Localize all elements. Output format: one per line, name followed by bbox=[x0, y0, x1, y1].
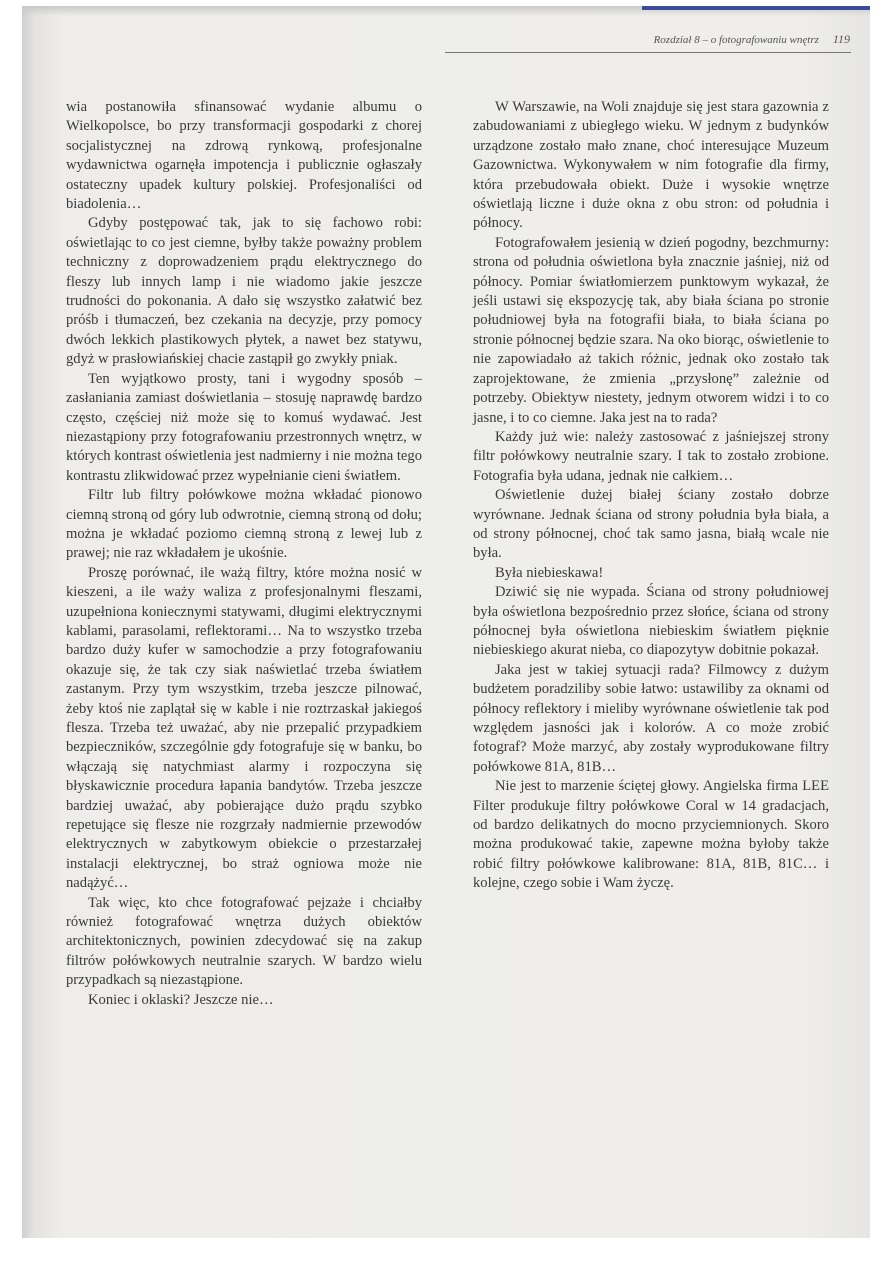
paragraph: Ten wyjątkowo prosty, tani i wygodny sposób – zasłaniania zamiast doświetlania – stosuję naprawdę bardzo często, częściej niż może się to komuś wydawać. Jest niezastąpiony przy fotografowaniu przestronnych wnętrz, w których kontrast oświetlenia jest nadmierny i nie można tego kontrastu zlikwidować przez wypełnianie cieni światłem. bbox=[66, 370, 422, 484]
paragraph: Nie jest to marzenie ściętej głowy. Angielska firma LEE Filter produkuje filtry połówkowe Coral w 14 gradacjach, od bardzo delikatnych do mocno przyciemnionych. Skoro można produkować takie, zapewne można byłoby także robić filtry połówkowe kalibrowane: 81A, 81B, 81C… i kolejne, czego sobie i Wam życzę. bbox=[473, 778, 829, 892]
paragraph: Tak więc, kto chce fotografować pejzaże i chciałby również fotografować wnętrza dużych obiektów architektonicznych, powinien zdecydować się na zakup filtrów połówkowych neutralnie szarych. W bardzo wielu przypadkach są niezastąpione. bbox=[66, 894, 422, 989]
paragraph: Proszę porównać, ile ważą filtry, które można nosić w kieszeni, a ile waży waliza z profesjonalnymi fleszami, uzupełniona koniecznymi statywami, długimi elektrycznymi kablami, parasolami, reflektorami… Na to wszystko trzeba bardzo duży kufer w samochodzie a przy fotografowaniu okazuje się, że tak czy siak naświetlać trzeba światłem zastanym. Przy tym wszystkim, trzeba jeszcze pilnować, żeby ktoś nie zaplątał się w kable i nie roztrzaskał jakiegoś flesza. Trzeba też uważać, aby nie przepalić przypadkiem bezpieczników, szczególnie gdy fotografuje się w banku, bo włączają się natychmiast alarmy i rozpoczyna się błyskawicznie procedura łapania bandytów. Trzeba jeszcze bardziej uważać, aby pobierające dużo prądu szybko repetujące się flesze nie rozgrzały nadmiernie przewodów elektrycznych w zabytkowym obiekcie o przestarzałej instalacji elektrycznej, bo straż ogniowa może nie nadążyć… bbox=[66, 564, 422, 892]
right-column bbox=[473, 98, 829, 894]
paragraph: Filtr lub filtry połówkowe można wkładać pionowo ciemną stroną od góry lub odwrotnie, ciemną stroną od dołu; można je wkładać poziomo ciemną stroną z lewej lub z prawej; nie raz wkładałem je ukośnie. bbox=[66, 487, 422, 562]
paragraph: Gdyby postępować tak, jak to się fachowo robi: oświetlając to co jest ciemne, byłby także poważny problem techniczny z doprowadzeniem prądu elektrycznego do fleszy lub innych lamp i nie wiadomo jakie jeszcze trudności do pokonania. A dało się wszystko załatwić bez próśb i tłumaczeń, bez czekania na decyzje, przy pomocy dwóch lekkich plastikowych płytek, a nawet bez statywu, gdyż w prasłowiańskiej chacie zastąpił go zwykły pniak. bbox=[66, 215, 422, 368]
paragraph: Jaka jest w takiej sytuacji rada? Filmowcy z dużym budżetem poradziliby sobie łatwo: ustawiliby za oknami od północy reflektory i mieliby wyrównane oświetlenie tak pod względem jasności jak i kolorów. A co może zrobić fotograf? Może marzyć, aby zostały wyprodukowane filtry połówkowe 81A, 81B… bbox=[473, 661, 829, 775]
paragraph: Każdy już wie: należy zastosować z jaśniejszej strony filtr połówkowy neutralnie szary. I tak to zostało zrobione. Fotografia była udana, jednak nie całkiem… bbox=[473, 428, 829, 484]
paragraph: wia postanowiła sfinansować wydanie albumu o Wielkopolsce, bo przy transformacji gospodarki z chorej socjalistycznej na zdrową rynkową, profesjonalne wydawnictwa ogarnęła impotencja i publicznie ogłaszały ostateczny upadek kultury polskiej. Profesjonaliści od biadolenia… bbox=[66, 99, 422, 213]
paragraph: Oświetlenie dużej białej ściany zostało dobrze wyrównane. Jednak ściana od strony południa była biała, a od strony północnej, choć tak samo jasna, białą wcale nie była. bbox=[473, 487, 829, 562]
running-title: Rozdział 8 – o fotografowaniu wnętrz bbox=[653, 34, 819, 46]
book-page bbox=[22, 6, 870, 1238]
paragraph: W Warszawie, na Woli znajduje się jest stara gazownia z zabudowaniami z ubiegłego wieku. W jednym z budynków urządzone zostało mało znane, choć interesujące Muzeum Gazownictwa. Wykonywałem w nim fotografie dla firmy, która przebudowała obiekt. Duże i wysokie wnętrze oświetlają liczne i duże okna z obu stron: od południa i północy. bbox=[473, 99, 829, 232]
paragraph: Była niebieskawa! bbox=[495, 564, 604, 581]
header-rule bbox=[445, 52, 851, 53]
page-number: 119 bbox=[832, 32, 850, 46]
running-header bbox=[442, 32, 850, 52]
left-column bbox=[66, 98, 422, 1010]
cover-edge-strip bbox=[642, 6, 870, 10]
paragraph: Dziwić się nie wypada. Ściana od strony południowej była oświetlona bezpośrednio przez słońce, ściana od strony północnej była oświetlona niebieskim światłem pięknie niebieskiego akurat nieba, co diapozytyw dobitnie pokazał. bbox=[473, 584, 829, 659]
paragraph: Koniec i oklaski? Jeszcze nie… bbox=[88, 991, 274, 1008]
paragraph: Fotografowałem jesienią w dzień pogodny, bezchmurny: strona od południa oświetlona była znacznie jaśniej, niż od północy. Pomiar światłomierzem punktowym wykazał, że jeśli ustawi się ekspozycję tak, aby biała ściana po stronie południowej była na fotografii biała, to biała ściana po stronie północnej będzie szara. Na oko biorąc, oświetlenie to nie zapowiadało aż takich różnic, jednak oko zostało tak zaprojektowane, że zmienia „przysłonę” zależnie od potrzeby. Obiektyw niestety, jednym otworem widzi i to co jasne, i to co ciemne. Jaka jest na to rada? bbox=[473, 234, 829, 426]
